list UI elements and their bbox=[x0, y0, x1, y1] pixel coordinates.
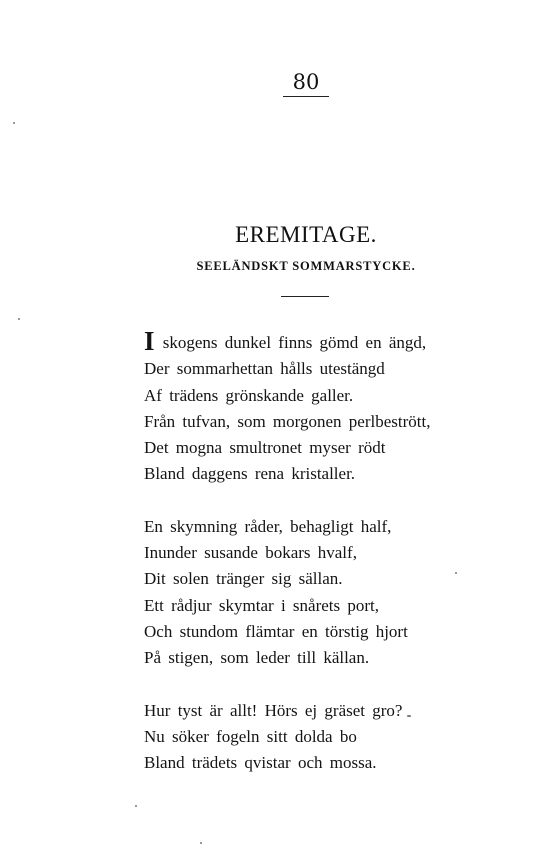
poem-line: Bland trädets qvistar och mossa. bbox=[144, 753, 377, 773]
page-number-underline bbox=[283, 96, 329, 97]
poem-subtitle: SEELÄNDSKT SOMMARSTYCKE. bbox=[196, 259, 416, 273]
poem-line-text: skogens dunkel finns gömd en ängd, bbox=[155, 333, 427, 352]
poem-body bbox=[144, 326, 454, 802]
poem-line: Och stundom flämtar en törstig hjort bbox=[144, 621, 408, 641]
poem-line: På stigen, som leder till källan. bbox=[144, 648, 370, 668]
paper-speck bbox=[455, 572, 457, 574]
stanza-1 bbox=[144, 326, 454, 488]
paper-speck bbox=[135, 805, 137, 807]
paper-speck bbox=[13, 122, 15, 124]
poem-line: Dit solen tränger sig sällan. bbox=[144, 569, 343, 589]
paper-speck bbox=[18, 318, 20, 320]
page-number: 80 bbox=[292, 70, 320, 94]
poem-line: Från tufvan, som morgonen perlbestrött, bbox=[144, 411, 431, 431]
poem-line: Nu söker fogeln sitt dolda bo bbox=[144, 726, 357, 746]
poem-line: En skymning råder, behagligt half, bbox=[144, 516, 392, 536]
title-divider bbox=[281, 296, 329, 297]
paper-speck bbox=[200, 842, 202, 844]
poem-line: Af trädens grönskande galler. bbox=[144, 385, 354, 405]
poem-line: Der sommarhettan hålls utestängd bbox=[144, 359, 385, 379]
poem-line: Ett rådjur skymtar i snårets port, bbox=[144, 595, 380, 615]
paper-speck bbox=[407, 715, 411, 717]
poem-line bbox=[144, 326, 454, 356]
drop-initial: I bbox=[144, 326, 155, 356]
poem-title: EREMITAGE. bbox=[235, 222, 377, 247]
poem-line: Inunder susande bokars hvalf, bbox=[144, 543, 357, 563]
poem-line: Det mogna smultronet myser rödt bbox=[144, 438, 386, 458]
poem-line: Bland daggens rena kristaller. bbox=[144, 464, 356, 484]
stanza-2 bbox=[144, 514, 454, 672]
stanza-3 bbox=[144, 698, 454, 777]
poem-line: Hur tyst är allt! Hörs ej gräset gro? bbox=[144, 700, 403, 720]
